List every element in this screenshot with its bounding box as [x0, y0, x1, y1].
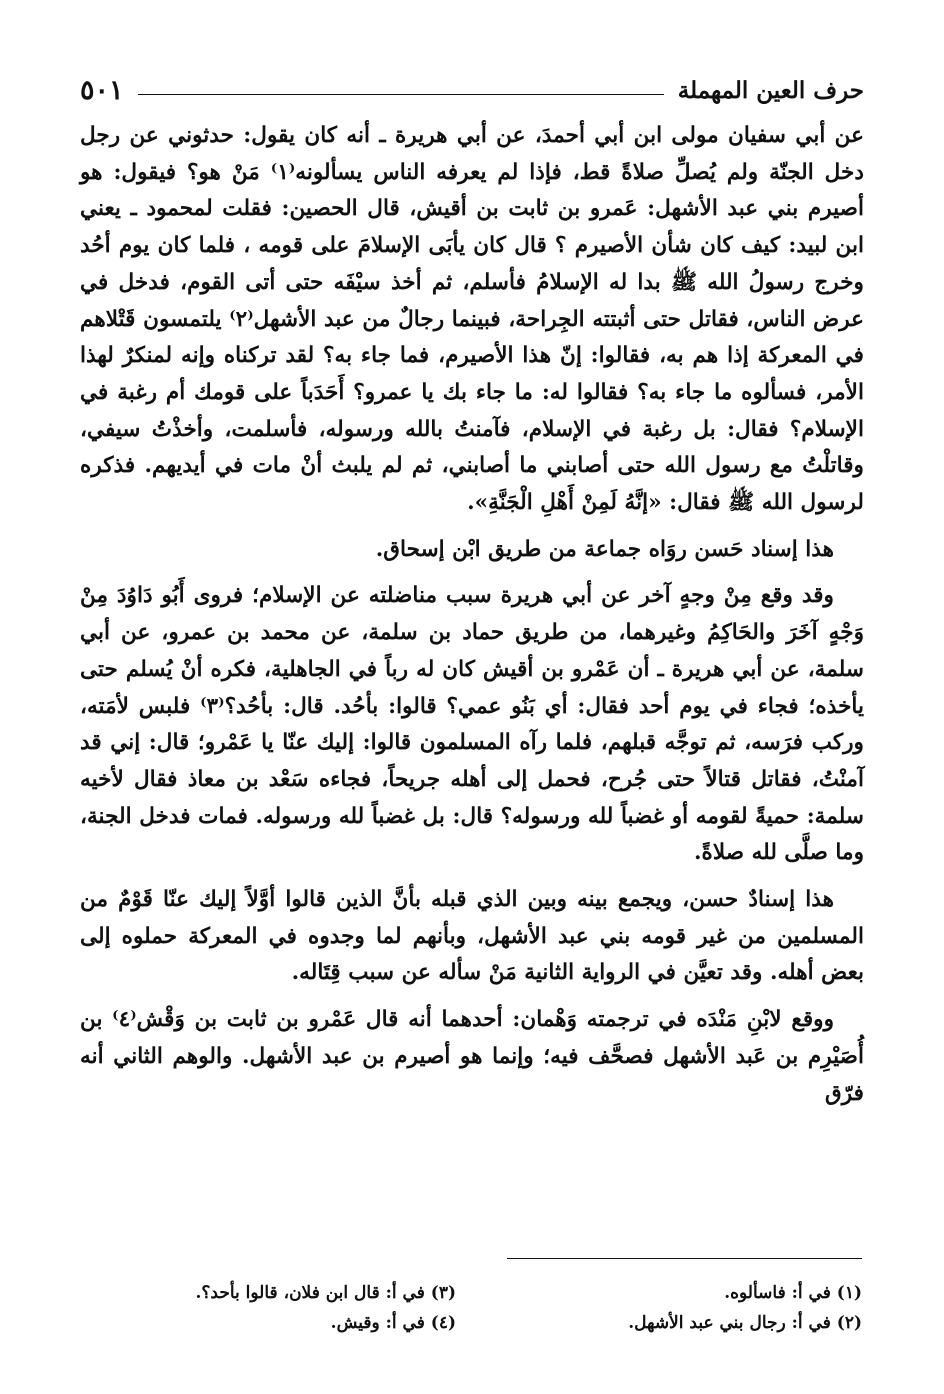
page-number: ٥٠١ [80, 74, 124, 106]
footnote-2: (٢) في أ: رجال بني عبد الأشهل. [628, 1313, 862, 1333]
paragraph-3: وقد وقع مِنْ وجهٍ آخر عن أبي هريرة سبب مناضلته عن الإسلام؛ فروى أَبُو دَاوُدَ مِنْ وَجْهٍ آخَرَ والحَاكِمُ وغيرهما، من طريق حماد بن سلمة، عن محمد بن عمرو، عن أبي سلمة، عن أبي هريرة ـ أن عَمْرو بن أقيش كان له رباً في الجاهلية، فكره أنْ يُسلم حتى يأخذه؛ فجاء في يوم أحد فقال: أي بَنُو عمي؟ قالوا: بأحُد. قال: بأحُد؟⁽٣⁾ فلبس لأمَته، وركب فرَسه، ثم توجَّه قبلهم، فلما رآه المسلمون قالوا: إليك عنّا يا عَمْرو؛ قال: إني قد آمنْتُ، فقاتل قتالاً حتى جُرح، فحمل إلى أهله جريحاً، فجاءه سَعْد بن معاذ فقال لأخيه سلمة: حميةً لقومه أو غضباً لله ورسوله؟ قال: بل غضباً لله ورسوله. فمات فدخل الجنة، وما صلَّى لله صلاةً. [80, 583, 865, 866]
footnote-4: (٤) في أ: وقيش. [330, 1313, 456, 1333]
footnote-separator [507, 1258, 862, 1259]
chapter-title: حرف العين المهملة [677, 76, 864, 104]
running-header [80, 72, 864, 108]
paragraph-1: عن أبي سفيان مولى ابن أبي أحمدَ، عن أبي هريرة ـ أنه كان يقول: حدثوني عن رجل دخل الجنّة ولم يُصلِّ صلاةً قط، فإذا لم يعرفه الناس يسألونه⁽١⁾ مَنْ هو؟ فيقول: هو أصيرم بني عبد الأشهل: عَمرو بن ثابت بن أقيش، قال الحصين: فقلت لمحمود ـ يعني ابن لبيد: كيف كان شأن الأصيرم ؟ قال كان يأبَى الإسلامَ على قومه ، فلما كان يوم أحُد وخرج رسولُ الله ﷺ بدا له الإسلامُ فأسلم، ثم أخذ سيْفَه حتى أتى القوم، فدخل في عرض الناس، فقاتل حتى أثبتته الجِراحة، فبينما رجالٌ من عبد الأشهل⁽٢⁾ يلتمسون قَتْلاهم في المعركة إذا هم به، فقالوا: إنّ هذا الأصيرم، فما جاء به؟ لقد تركناه وإنه لمنكرٌ لهذا الأمر، فسألوه ما جاء به؟ فقالوا له: ما جاء بك يا عمرو؟ أَحَدَباً على قومك أم رغبة في الإسلام؟ فقال: بل رغبة في الإسلام، فآمنتُ بالله ورسوله، فأسلمت، وأخذْتُ سيفي، وقاتلْتُ مع رسول الله حتى أصابني ما أصابني، ثم لم يلبث أنْ مات في أيديهم. فذكره لرسول الله ﷺ فقال: «إنَّهُ لَمِنْ أَهْلِ الْجَنَّةِ». [80, 123, 864, 516]
main-text [80, 118, 864, 1112]
footnote-1: (١) في أ: فاسألوه. [724, 1283, 862, 1303]
paragraph-2: هذا إسناد حَسن روَاه جماعة من طريق ابْن إسحاق. [375, 536, 834, 562]
paragraph-4: هذا إسنادٌ حسن، ويجمع بينه وبين الذي قبله بأنَّ الذين قالوا أوَّلاً إليك عنّا قَوْمٌ من المسلمين من غير قومه بني عبد الأشهل، وبأنهم لما وجدوه في المعركة حملوه إلى بعض أهله. وقد تعيَّن في الرواية الثانية مَنْ سأله عن سبب قِتَاله. [80, 887, 864, 986]
footnotes [80, 1280, 862, 1336]
footnote-3: (٣) في أ: قال ابن فلان، قالوا بأحد؟. [195, 1283, 456, 1303]
header-rule [138, 94, 664, 95]
paragraph-5: ووقع لابْنِ مَنْدَه في ترجمته وَهْمان: أحدهما أنه قال عَمْرو بن ثابت بن وَقْش⁽٤⁾ بن أُصَيْرِم بن عَبد الأشهل فصحَّف فيه؛ وإنما هو أصيرم بن عبد الأشهل. والوهم الثاني أنه فرّق [80, 1007, 864, 1106]
